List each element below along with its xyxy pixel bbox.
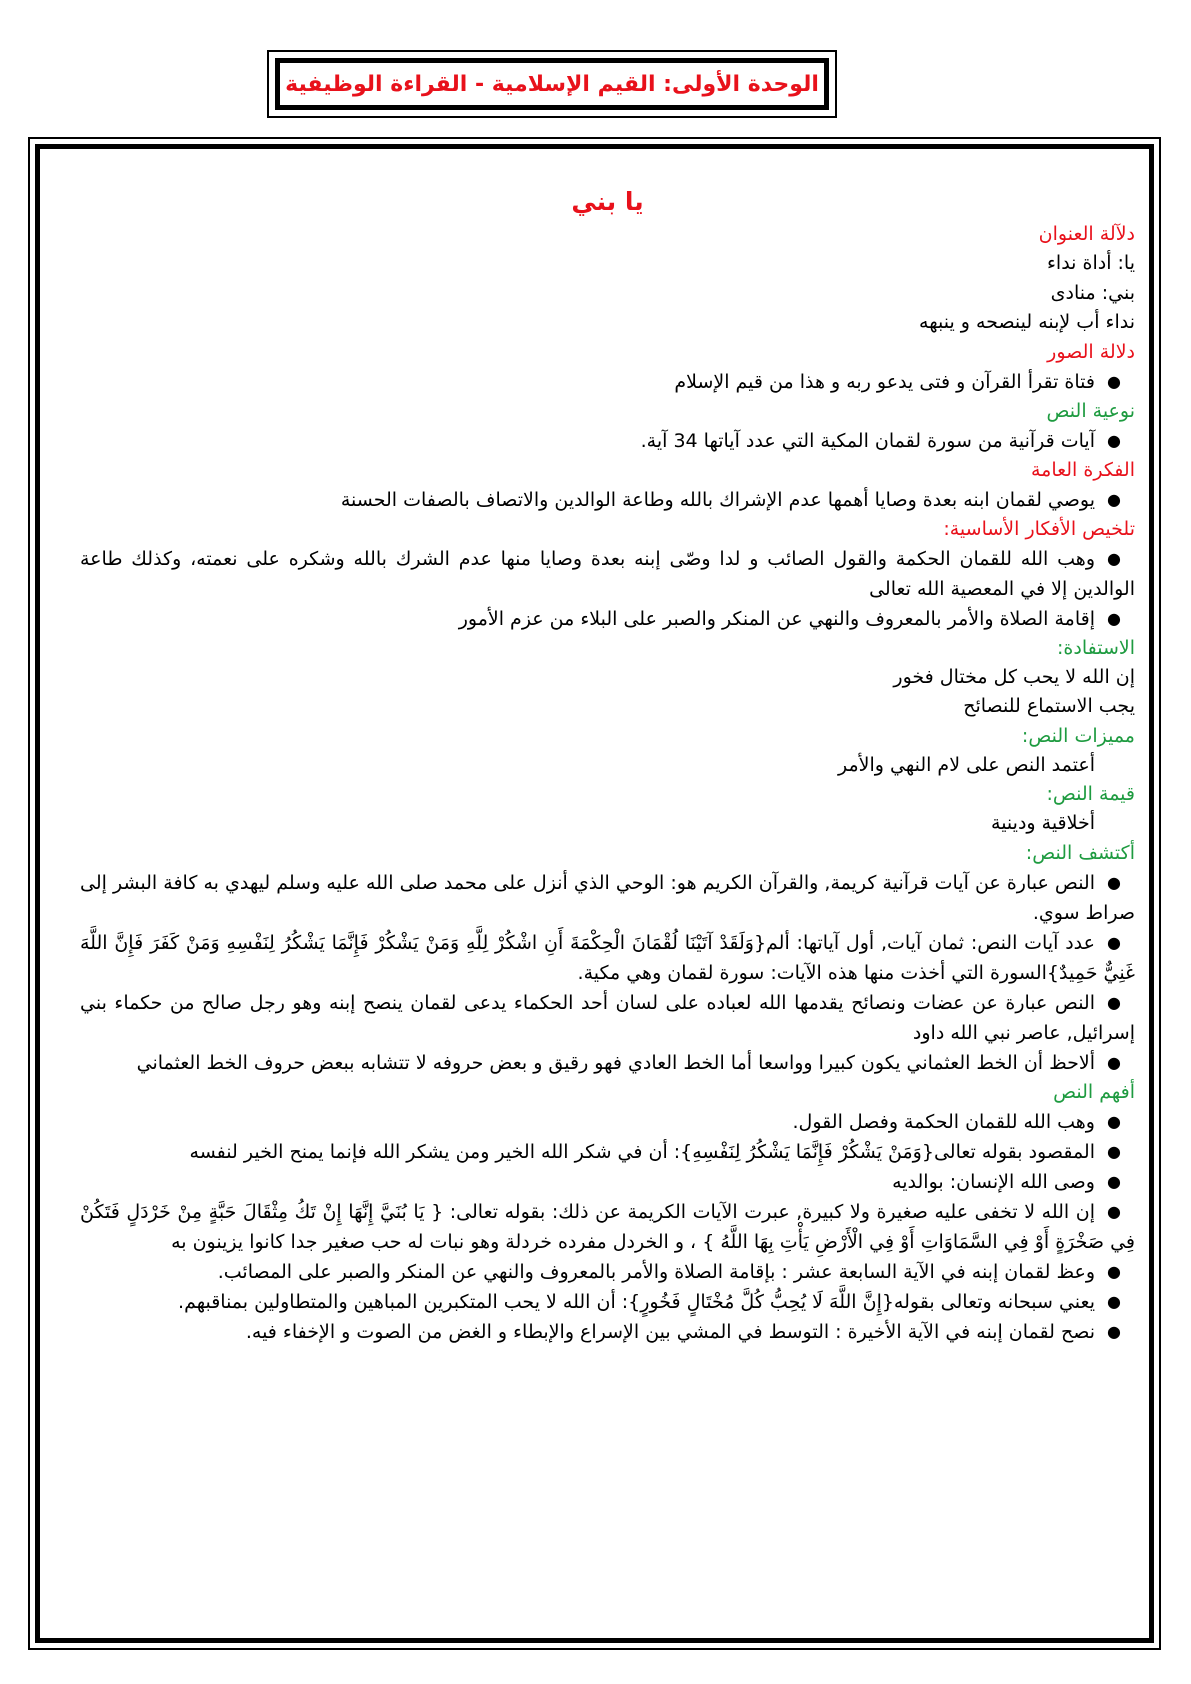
list-item	[80, 1107, 1135, 1137]
list-item	[80, 604, 1135, 634]
list-item	[80, 544, 1135, 604]
section-heading-understand: أفهم النص	[1053, 1080, 1135, 1103]
bullet-icon: ●	[1107, 1052, 1121, 1072]
bullet-icon: ●	[1107, 489, 1121, 509]
section-heading-images-meaning: دلالة الصور	[1047, 340, 1135, 363]
text-line: بني: منادى	[1050, 281, 1135, 304]
list-item-text: النص عبارة عن عضات ونصائح يقدمها الله لعباده على لسان أحد الحكماء يدعى لقمان ينصح إبنه وهو رجل صالح من حكماء بني إسرائيل, عاصر نبي الله داود	[80, 991, 1135, 1044]
section-heading-discover: أكتشف النص:	[1025, 841, 1135, 864]
section-heading-main-ideas: تلخيص الأفكار الأساسية:	[943, 517, 1135, 540]
unit-header-inner-border	[275, 58, 829, 110]
images-meaning-list	[80, 367, 1135, 397]
list-item	[80, 1317, 1135, 1347]
bullet-icon: ●	[1107, 1201, 1121, 1221]
list-item	[80, 988, 1135, 1048]
list-item	[80, 1048, 1135, 1078]
list-item-text: ألاحظ أن الخط العثماني يكون كبيرا وواسعا أما الخط العادي فهو رقيق و بعض حروفه لا تتشابه ببعض حروف الخط العثماني	[136, 1051, 1095, 1074]
bullet-icon: ●	[1107, 430, 1121, 450]
general-idea-list	[80, 485, 1135, 515]
document-content	[80, 182, 1135, 1347]
list-item-text: نصح لقمان إبنه في الآية الأخيرة : التوسط في المشي بين الإسراع والإبطاء و الغض من الصوت و الإخفاء فيه.	[245, 1320, 1095, 1343]
list-item	[80, 485, 1135, 515]
list-item	[80, 1137, 1135, 1167]
bullet-icon: ●	[1107, 932, 1121, 952]
bullet-icon: ●	[1107, 1171, 1121, 1191]
section-heading-text-type: نوعية النص	[1046, 399, 1135, 422]
section-heading-value: قيمة النص:	[1046, 783, 1135, 805]
bullet-icon: ●	[1107, 1321, 1121, 1341]
section-heading-general-idea: الفكرة العامة	[1030, 458, 1135, 481]
list-item	[80, 426, 1135, 456]
bullet-icon: ●	[1107, 1291, 1121, 1311]
bullet-icon: ●	[1107, 872, 1121, 892]
list-item	[80, 1197, 1135, 1257]
list-item	[80, 1167, 1135, 1197]
list-item-text: آيات قرآنية من سورة لقمان المكية التي عدد آياتها 34 آية.	[640, 429, 1095, 452]
list-item-text: عدد آيات النص: ثمان آيات, أول آياتها: ألم{وَلَقَدْ آتَيْنَا لُقْمَانَ الْحِكْمَةَ أَنِ اشْكُرْ لِلَّهِ وَمَنْ يَشْكُرْ فَإِنَّمَا يَشْكُرُ لِنَفْسِهِ وَمَنْ كَفَرَ فَإِنَّ اللَّهَ غَنِيٌّ حَمِيدٌ}السورة التي أخذت منها هذه الآيات: سورة لقمان وهي مكية.	[80, 931, 1135, 984]
unit-header-title: الوحدة الأولى: القيم الإسلامية - القراءة الوظيفية	[285, 71, 819, 97]
list-item-text: وصى الله الإنسان: بوالديه	[892, 1170, 1095, 1193]
discover-list	[80, 868, 1135, 1078]
list-item	[80, 1287, 1135, 1317]
section-heading-title-meaning: دلآلة العنوان	[1038, 223, 1135, 245]
bullet-icon: ●	[1107, 548, 1121, 568]
text-line: نداء أب لإبنه لينصحه و ينبهه	[919, 311, 1135, 333]
list-item-text: إقامة الصلاة والأمر بالمعروف والنهي عن المنكر والصبر على البلاء من عزم الأمور	[458, 607, 1095, 630]
list-item-text: وهب الله للقمان الحكمة وفصل القول.	[792, 1110, 1095, 1133]
text-line: أعتمد النص على لام النهي والأمر	[838, 753, 1095, 776]
list-item-text: يوصي لقمان ابنه بعدة وصايا أهمها عدم الإشراك بالله وطاعة الوالدين والاتصاف بالصفات الحسنة	[340, 488, 1095, 511]
list-item	[80, 1257, 1135, 1287]
list-item	[80, 928, 1135, 988]
list-item-text: إن الله لا تخفى عليه صغيرة ولا كبيرة, عبرت الآيات الكريمة عن ذلك: بقوله تعالى: { يَا بُنَيَّ إِنَّهَا إِنْ تَكُ مِثْقَالَ حَبَّةٍ مِنْ خَرْدَلٍ فَتَكُنْ فِي صَخْرَةٍ أَوْ فِي السَّمَاوَاتِ أَوْ فِي الْأَرْضِ يَأْتِ بِهَا اللَّهُ } ، و الخردل مفرده خردلة وهو نبات له حب صغير جدا كانوا يزينون به	[80, 1200, 1135, 1253]
bullet-icon: ●	[1107, 992, 1121, 1012]
list-item-text: يعني سبحانه وتعالى بقوله{إِنَّ اللَّهَ لَا يُحِبُّ كُلَّ مُخْتَالٍ فَخُورٍ}: أن الله لا يحب المتكبرين المباهين والمتطاولين بمناقبهم.	[178, 1290, 1095, 1313]
list-item-text: النص عبارة عن آيات قرآنية كريمة, والقرآن الكريم هو: الوحي الذي أنزل على محمد صلى الله عليه وسلم ليهدي به كافة البشر إلى صراط سوي.	[80, 871, 1135, 924]
list-item-text: وعظ لقمان إبنه في الآية السابعة عشر : بإقامة الصلاة والأمر بالمعروف والنهي عن المنكر والصبر على المصائب.	[217, 1260, 1095, 1283]
bullet-icon: ●	[1107, 1261, 1121, 1281]
list-item-text: المقصود بقوله تعالى{وَمَنْ يَشْكُرْ فَإِنَّمَا يَشْكُرُ لِنَفْسِهِ}: أن في شكر الله الخير ومن يشكر الله فإنما يمنح الخير لنفسه	[189, 1140, 1095, 1163]
text-line: يجب الاستماع للنصائح	[963, 695, 1135, 717]
unit-header-box	[267, 50, 837, 118]
text-line: أخلاقية ودينية	[991, 812, 1095, 834]
list-item	[80, 868, 1135, 928]
bullet-icon: ●	[1107, 371, 1121, 391]
text-type-list	[80, 426, 1135, 456]
bullet-icon: ●	[1107, 1111, 1121, 1131]
text-line: إن الله لا يحب كل مختال فخور	[893, 665, 1135, 688]
section-heading-features: مميزات النص:	[1021, 724, 1135, 747]
bullet-icon: ●	[1107, 608, 1121, 628]
bullet-icon: ●	[1107, 1141, 1121, 1161]
main-ideas-list	[80, 544, 1135, 634]
list-item	[80, 367, 1135, 397]
understand-list	[80, 1107, 1135, 1347]
section-heading-benefit: الاستفادة:	[1057, 636, 1135, 659]
lesson-title: يا بني	[571, 187, 644, 216]
document-frame-inner	[35, 144, 1154, 1643]
list-item-text: وهب الله للقمان الحكمة والقول الصائب و لدا وصّى إبنه بعدة وصايا منها عدم الشرك بالله وشكره على نعمته، وكذلك طاعة الوالدين إلا في المعصية الله تعالى	[80, 547, 1135, 600]
list-item-text: فتاة تقرأ القرآن و فتى يدعو ربه و هذا من قيم الإسلام	[674, 370, 1095, 393]
text-line: يا: أداة نداء	[1046, 252, 1135, 274]
document-frame	[28, 137, 1161, 1650]
